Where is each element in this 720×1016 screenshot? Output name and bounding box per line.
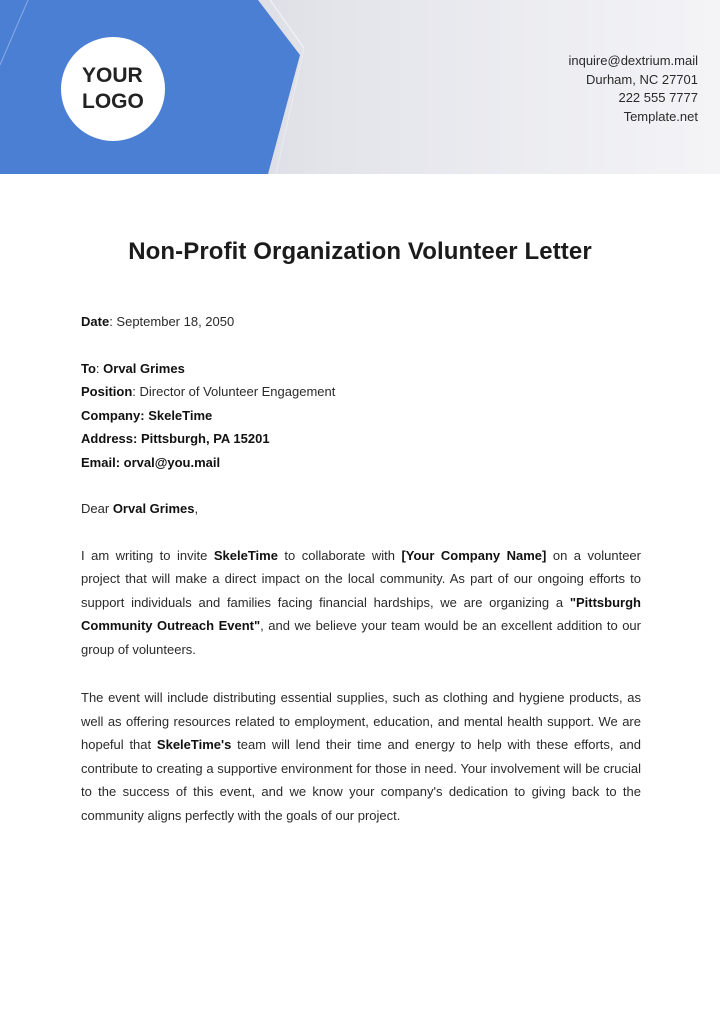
contact-city: Durham, NC 27701 [586,71,698,87]
paragraph-2 [81,686,641,827]
para2-text-1: The event will include distributing essential supplies, such as clothing and hygiene products, as well as offering resources related to employment, education, and mental health support. We are hopeful that [81,690,641,752]
position-line: Position: Director of Volunteer Engagement [81,384,336,399]
para1-bold-company: SkeleTime [213,547,278,563]
logo-text [82,63,144,115]
date-label: Date [81,314,110,329]
to-value: Orval Grimes [103,360,185,376]
address-value: Pittsburgh, PA 15201 [140,431,270,446]
contact-phone: 222 555 7777 [618,90,698,105]
recipient-block [81,357,641,475]
para1-bold-event: "Pittsburgh Community Outreach Event" [81,594,641,633]
letter-body [81,310,641,840]
address-label: Address [81,431,134,446]
para1-bold-your-company: [Your Company Name] [401,547,547,563]
email-label: Email [81,454,116,470]
email-value: orval@you.mail [123,454,221,470]
para2-text-2: team will lend their time and energy to help with these efforts, and contribute to creating a supportive environment for those in need. Your involvement will be crucial to the success of this event, and we know your company's dedication to giving back to the community aligns perfectly with the goals of our project. [81,737,641,823]
letterhead [0,0,720,174]
salutation-dear: Dear [81,501,110,516]
para1-text-1: I am writing to invite [81,547,214,563]
company-label: Company [81,407,141,423]
para1-text-4: , and we believe your team would be an excellent addition to our group of volunteers. [81,618,641,657]
contact-email: inquire@dextrium.mail [568,53,698,68]
salutation [81,497,641,521]
para2-bold-company: SkeleTime's [156,737,232,752]
company-value: SkeleTime [148,407,213,423]
logo-line-1: YOUR [82,64,143,87]
to-label: To [81,360,96,376]
logo-line-2: LOGO [82,90,144,113]
logo [61,37,165,141]
position-label: Position [81,384,133,399]
para1-text-2: to collaborate with [277,547,402,563]
to-line: To: Orval Grimes [81,360,185,376]
position-value: Director of Volunteer Engagement [139,384,336,399]
company-line: Company: SkeleTime [81,407,213,423]
contact-info [568,52,698,126]
email-line: Email: orval@you.mail [81,454,221,470]
date-value: September 18, 2050 [116,314,235,329]
salutation-name: Orval Grimes [112,501,195,516]
address-line: Address: Pittsburgh, PA 15201 [81,431,270,446]
para1-text-3: on a volunteer project that will make a direct impact on the local community. As part of our ongoing efforts to support individuals and families facing financial hardships, we are organizing a [81,547,641,610]
contact-website: Template.net [623,108,698,124]
salutation-comma: , [194,501,199,516]
date-line: Date: September 18, 2050 [81,314,235,329]
paragraph-1 [81,544,641,662]
page-title: Non-Profit Organization Volunteer Letter [128,238,592,265]
